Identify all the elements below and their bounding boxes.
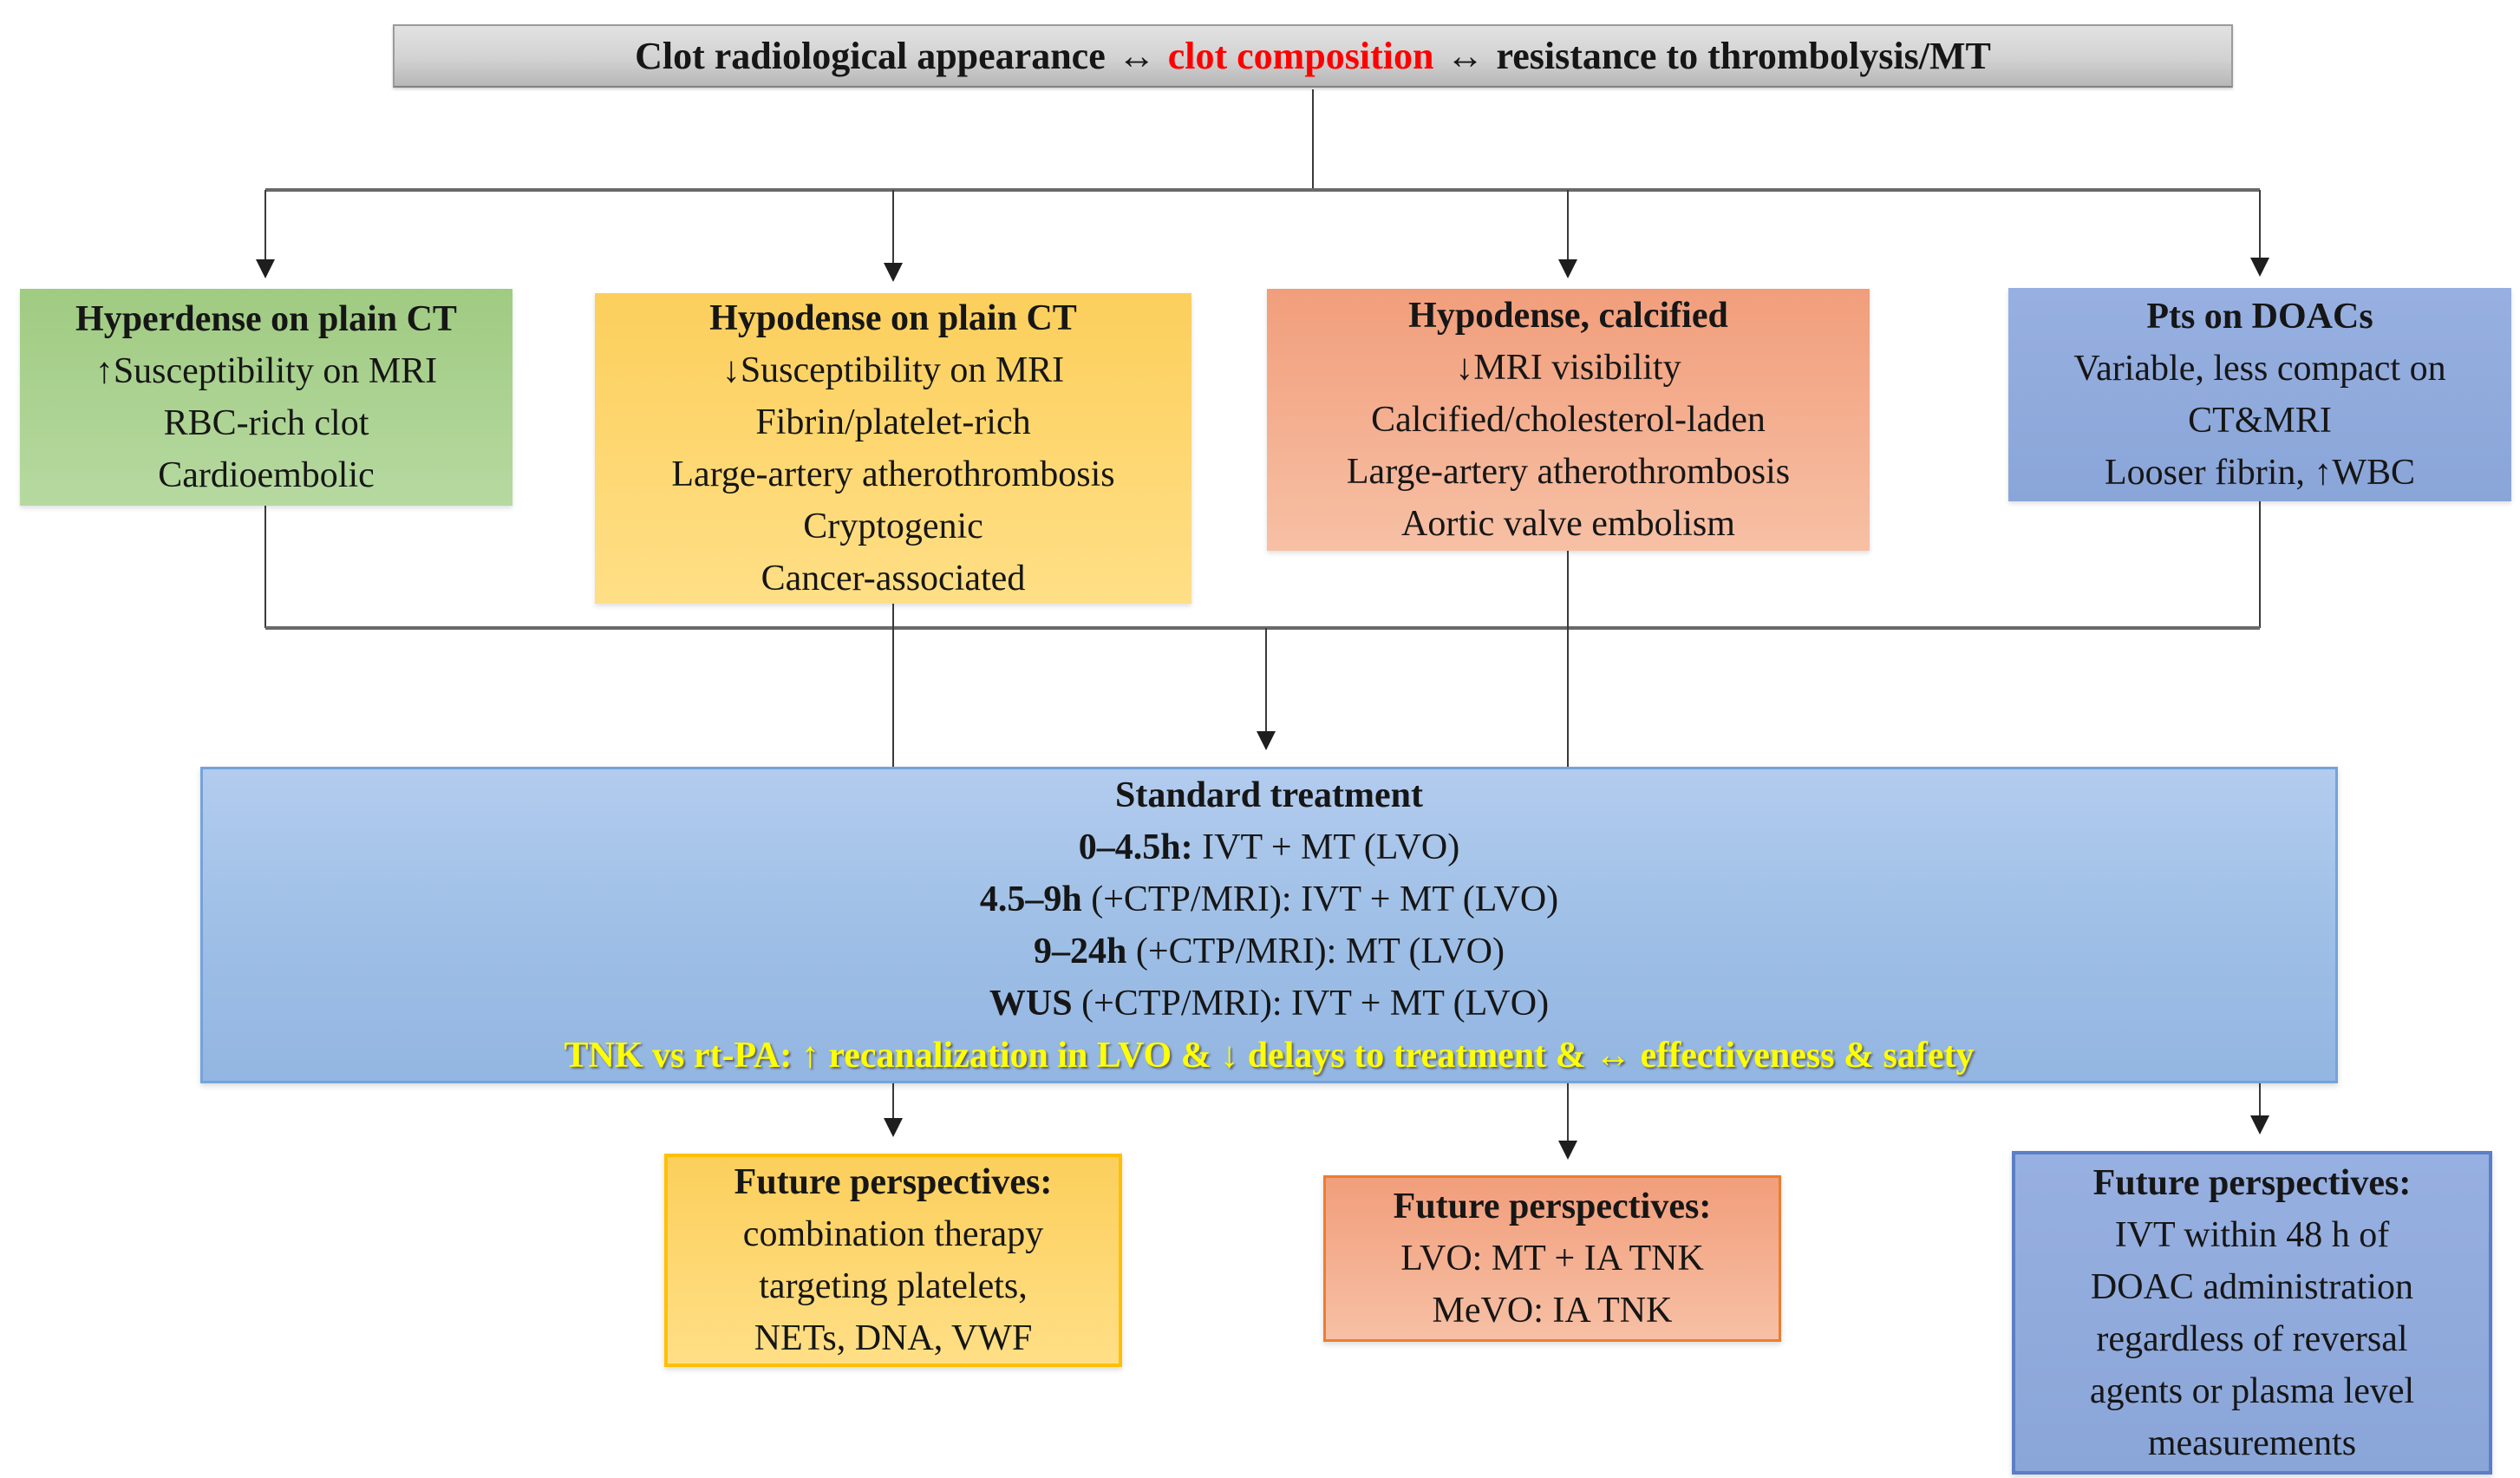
double-arrow-icon: ↔	[1117, 35, 1156, 77]
text-line: RBC-rich clot	[163, 403, 369, 443]
text-line: NETs, DNA, VWF	[754, 1318, 1033, 1358]
text-line: MeVO: IA TNK	[1432, 1291, 1673, 1331]
text-line: Cardioembolic	[158, 455, 375, 495]
title-text-pre: Clot radiological appearance	[635, 35, 1106, 77]
treatment-row: WUS (+CTP/MRI): IVT + MT (LVO)	[989, 983, 1550, 1023]
box-hypodense-calcified	[1267, 289, 1870, 551]
text-line: ↑Susceptibility on MRI	[95, 351, 438, 391]
box-pts-on-doacs	[2008, 288, 2511, 501]
double-arrow-icon: ↔	[1446, 35, 1485, 77]
treatment-highlight-line: TNK vs rt-PA: ↑ recanalization in LVO & ↓ delays to treatment & ↔ effectiveness & safety	[564, 1035, 1975, 1076]
text-line: Variable, less compact on	[2073, 349, 2446, 389]
treatment-row: 9–24h (+CTP/MRI): MT (LVO)	[1034, 931, 1505, 971]
box-hyperdense-ct	[20, 289, 512, 506]
text-line: CT&MRI	[2188, 401, 2332, 441]
text-line: ↓Susceptibility on MRI	[721, 350, 1065, 390]
text-line: targeting platelets,	[759, 1266, 1028, 1306]
title-text-highlight: clot composition	[1167, 35, 1434, 77]
text-line: agents or plasma level	[2089, 1370, 2415, 1411]
box-hypodense-ct	[595, 293, 1191, 604]
text-line: Looser fibrin, ↑WBC	[2104, 453, 2416, 493]
box-title: Future perspectives:	[734, 1162, 1053, 1202]
text-line: ↓MRI visibility	[1455, 348, 1681, 388]
box-title: Future perspectives:	[2092, 1162, 2412, 1203]
box-title: Hyperdense on plain CT	[75, 299, 457, 339]
box-future-doac-ivt	[2012, 1151, 2492, 1475]
text-line: Cryptogenic	[803, 507, 983, 546]
text-line: LVO: MT + IA TNK	[1400, 1239, 1704, 1279]
text-line: measurements	[2147, 1422, 2357, 1463]
text-line: combination therapy	[742, 1214, 1044, 1254]
text-line: IVT within 48 h of	[2114, 1214, 2390, 1255]
text-line: Large-artery atherothrombosis	[671, 455, 1115, 494]
text-line: Calcified/cholesterol-laden	[1371, 400, 1766, 440]
text-line: regardless of reversal	[2096, 1318, 2408, 1359]
title-banner	[393, 24, 2233, 88]
treatment-row: 0–4.5h: IVT + MT (LVO)	[1078, 827, 1460, 867]
box-title: Hypodense on plain CT	[709, 298, 1077, 338]
box-future-ia-tnk	[1323, 1175, 1781, 1342]
treatment-title: Standard treatment	[1114, 775, 1424, 815]
box-future-platelet-therapy	[664, 1154, 1122, 1367]
text-line: Cancer-associated	[761, 559, 1026, 598]
title-text-post: resistance to thrombolysis/MT	[1496, 35, 1991, 77]
text-line: Large-artery atherothrombosis	[1346, 452, 1791, 492]
text-line: Aortic valve embolism	[1401, 504, 1735, 544]
box-title: Pts on DOACs	[2146, 297, 2373, 337]
text-line: Fibrin/platelet-rich	[755, 402, 1031, 442]
box-standard-treatment	[200, 767, 2338, 1083]
text-line: DOAC administration	[2090, 1266, 2414, 1307]
box-title: Hypodense, calcified	[1408, 296, 1728, 336]
treatment-row: 4.5–9h (+CTP/MRI): IVT + MT (LVO)	[979, 879, 1559, 919]
box-title: Future perspectives:	[1393, 1187, 1712, 1226]
